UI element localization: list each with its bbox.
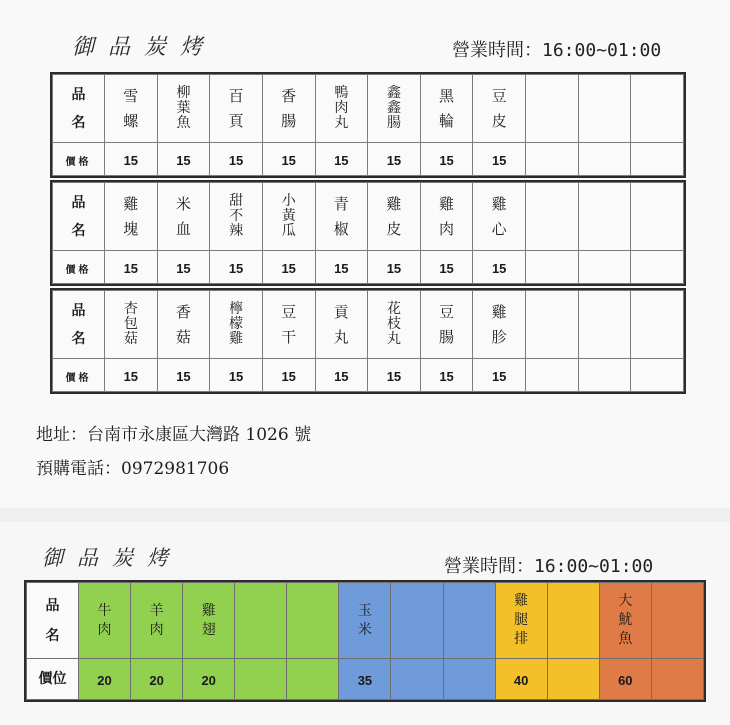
menu-table-2 — [52, 182, 684, 284]
bottom-menu-table — [26, 582, 704, 700]
item-name-cell — [287, 583, 339, 659]
item-price-cell — [210, 143, 263, 176]
item-price: 15 — [439, 260, 454, 276]
item-name-cell — [578, 291, 631, 359]
item-price-cell — [210, 359, 263, 392]
item-name-cell — [210, 183, 263, 251]
item-name-cell — [105, 183, 158, 251]
item-price-cell — [473, 251, 526, 284]
item-price: 15 — [386, 152, 402, 168]
item-price-cell — [526, 359, 579, 392]
price-header: 價位 — [38, 671, 67, 687]
item-price-cell — [368, 143, 421, 176]
item-name-cell — [420, 183, 473, 251]
item-price-cell — [183, 659, 235, 700]
bottom-shop-name: 御品炭烤 — [42, 546, 182, 570]
price-header: 價格 — [65, 264, 92, 276]
item-name: 花 枝 丸 — [386, 301, 401, 347]
item-name: 大 魷 魚 — [618, 593, 633, 647]
item-name-cell — [443, 583, 495, 659]
item-price-cell — [578, 251, 631, 284]
item-name: 香 菇 — [175, 302, 191, 346]
item-name-cell — [631, 75, 684, 143]
address-line: 地址：台南市永康區大灣路 1026 號 — [36, 425, 312, 445]
item-price-cell — [473, 359, 526, 392]
item-price: 15 — [176, 152, 191, 168]
item-name: 香 腸 — [281, 86, 297, 130]
name-header-char-2: 名 — [71, 114, 86, 131]
item-price: 15 — [439, 368, 454, 384]
item-price-cell — [235, 659, 287, 700]
item-name: 雪 螺 — [123, 86, 139, 130]
item-price-cell — [391, 659, 443, 700]
item-price-cell — [443, 659, 495, 700]
menu-block-1 — [50, 72, 686, 178]
item-name-cell — [157, 291, 210, 359]
item-name: 米 血 — [175, 194, 191, 238]
item-name-cell — [473, 75, 526, 143]
item-price: 15 — [228, 368, 244, 384]
item-price: 15 — [281, 368, 296, 384]
item-name-cell — [315, 75, 368, 143]
item-name: 小 黃 瓜 — [281, 193, 296, 239]
item-price: 15 — [491, 260, 507, 276]
item-name: 柳 葉 魚 — [176, 85, 191, 131]
item-price: 15 — [439, 152, 454, 168]
item-name-cell — [651, 583, 703, 659]
item-name: 貢 丸 — [333, 302, 349, 346]
item-name-cell — [473, 291, 526, 359]
item-price-cell — [526, 143, 579, 176]
item-name-cell — [105, 75, 158, 143]
item-name-cell — [210, 75, 263, 143]
item-price-cell — [262, 359, 315, 392]
name-header-char-1: 品 — [71, 194, 86, 211]
item-name: 豆 干 — [281, 302, 297, 346]
item-price-cell — [631, 143, 684, 176]
item-name-cell — [368, 75, 421, 143]
item-name: 杏 包 菇 — [123, 301, 138, 347]
item-name: 檸 檬 雞 — [229, 301, 244, 347]
price-header-cell — [27, 659, 79, 700]
item-name: 青 椒 — [333, 194, 349, 238]
name-header-cell — [53, 291, 105, 359]
item-name-cell — [157, 183, 210, 251]
item-name: 鑫 鑫 腸 — [386, 85, 401, 131]
price-header-cell — [53, 143, 105, 176]
item-name-cell — [526, 291, 579, 359]
item-name: 羊 肉 — [149, 602, 164, 638]
item-name-cell — [315, 183, 368, 251]
item-price: 35 — [357, 672, 373, 688]
item-price: 20 — [201, 672, 216, 688]
item-price-cell — [631, 251, 684, 284]
item-name: 甜 不 辣 — [229, 193, 244, 239]
item-price-cell — [651, 659, 703, 700]
menu-table-3 — [52, 290, 684, 392]
name-header-cell — [53, 75, 105, 143]
item-price: 15 — [386, 260, 402, 276]
menu-block-3 — [50, 288, 686, 394]
item-name: 雞 心 — [491, 194, 507, 238]
bottom-menu-block — [24, 580, 706, 702]
top-shop-name: 御品炭烤 — [72, 35, 217, 60]
item-name-cell — [420, 291, 473, 359]
item-price-cell — [105, 143, 158, 176]
item-price-cell — [131, 659, 183, 700]
item-price-cell — [631, 359, 684, 392]
price-header-cell — [53, 251, 105, 284]
price-header: 價格 — [65, 156, 92, 168]
item-price-cell — [368, 251, 421, 284]
item-name-cell — [210, 291, 263, 359]
item-price: 15 — [281, 152, 296, 168]
name-header-cell — [27, 583, 79, 659]
name-header-cell — [53, 183, 105, 251]
item-price: 15 — [228, 152, 244, 168]
item-name: 雞 胗 — [491, 302, 507, 346]
item-price: 15 — [176, 260, 191, 276]
item-price-cell — [105, 359, 158, 392]
item-price-cell — [315, 251, 368, 284]
item-price: 15 — [281, 260, 296, 276]
item-name-cell — [315, 291, 368, 359]
item-price: 20 — [149, 672, 164, 688]
item-name: 雞 翅 — [201, 602, 216, 638]
item-price-cell — [315, 143, 368, 176]
item-price-cell — [287, 659, 339, 700]
name-header-char-2: 名 — [71, 222, 86, 239]
item-price: 15 — [386, 368, 402, 384]
item-price-cell — [339, 659, 391, 700]
item-price: 60 — [618, 672, 633, 688]
item-name-cell — [157, 75, 210, 143]
price-header: 價格 — [65, 372, 92, 384]
item-name-cell — [578, 183, 631, 251]
item-price: 15 — [491, 152, 507, 168]
item-price: 15 — [123, 260, 139, 276]
top-business-hours: 營業時間：16:00~01:00 — [452, 40, 662, 61]
item-price: 15 — [123, 368, 139, 384]
item-price-cell — [79, 659, 131, 700]
item-price-cell — [315, 359, 368, 392]
item-name: 黑 輪 — [439, 86, 455, 130]
item-name-cell — [578, 75, 631, 143]
item-name-cell — [262, 291, 315, 359]
item-name-cell — [547, 583, 599, 659]
item-name-cell — [473, 183, 526, 251]
item-name-cell — [262, 183, 315, 251]
name-header-char-2: 名 — [71, 330, 86, 347]
item-name: 玉 米 — [357, 602, 372, 638]
item-price: 15 — [334, 260, 349, 276]
item-name-cell — [105, 291, 158, 359]
item-name: 豆 腸 — [439, 302, 455, 346]
item-name-cell — [368, 291, 421, 359]
item-name-cell — [183, 583, 235, 659]
item-name-cell — [631, 291, 684, 359]
item-price-cell — [495, 659, 547, 700]
item-price: 15 — [228, 260, 244, 276]
item-price: 40 — [513, 672, 529, 688]
item-price-cell — [262, 251, 315, 284]
item-price-cell — [262, 143, 315, 176]
item-name: 雞 塊 — [123, 194, 139, 238]
item-price-cell — [578, 359, 631, 392]
item-name-cell — [526, 75, 579, 143]
item-name-cell — [495, 583, 547, 659]
item-name-cell — [235, 583, 287, 659]
item-name: 雞 腿 排 — [514, 593, 529, 647]
item-price: 15 — [123, 152, 139, 168]
item-price-cell — [157, 143, 210, 176]
name-header-char-1: 品 — [71, 302, 86, 319]
item-name: 雞 皮 — [386, 194, 402, 238]
item-price-cell — [157, 359, 210, 392]
bottom-business-hours: 營業時間：16:00~01:00 — [444, 556, 654, 577]
item-name: 鴨 肉 丸 — [334, 85, 349, 131]
item-price-cell — [105, 251, 158, 284]
name-header-char-2: 名 — [45, 627, 60, 644]
item-price-cell — [420, 359, 473, 392]
menu-table-1 — [52, 74, 684, 176]
item-price: 15 — [491, 368, 507, 384]
item-price-cell — [368, 359, 421, 392]
item-price: 15 — [334, 368, 349, 384]
item-price: 15 — [334, 152, 349, 168]
item-price-cell — [526, 251, 579, 284]
item-name-cell — [79, 583, 131, 659]
item-name-cell — [339, 583, 391, 659]
item-price: 20 — [97, 672, 112, 688]
item-name-cell — [131, 583, 183, 659]
item-name: 牛 肉 — [97, 602, 112, 638]
name-header-char-1: 品 — [45, 597, 60, 614]
phone-line: 預購電話：0972981706 — [36, 459, 230, 479]
item-name-cell — [599, 583, 651, 659]
item-name-cell — [368, 183, 421, 251]
item-price-cell — [420, 143, 473, 176]
item-name: 百 頁 — [228, 86, 244, 130]
item-name-cell — [420, 75, 473, 143]
item-price-cell — [210, 251, 263, 284]
item-price-cell — [157, 251, 210, 284]
item-name-cell — [526, 183, 579, 251]
item-price: 15 — [176, 368, 191, 384]
item-name: 雞 肉 — [439, 194, 455, 238]
item-name: 豆 皮 — [491, 86, 507, 130]
item-price-cell — [599, 659, 651, 700]
item-name-cell — [262, 75, 315, 143]
price-header-cell — [53, 359, 105, 392]
item-price-cell — [420, 251, 473, 284]
item-price-cell — [473, 143, 526, 176]
item-name-cell — [391, 583, 443, 659]
item-price-cell — [547, 659, 599, 700]
menu-block-2 — [50, 180, 686, 286]
item-price-cell — [578, 143, 631, 176]
name-header-char-1: 品 — [71, 86, 86, 103]
item-name-cell — [631, 183, 684, 251]
